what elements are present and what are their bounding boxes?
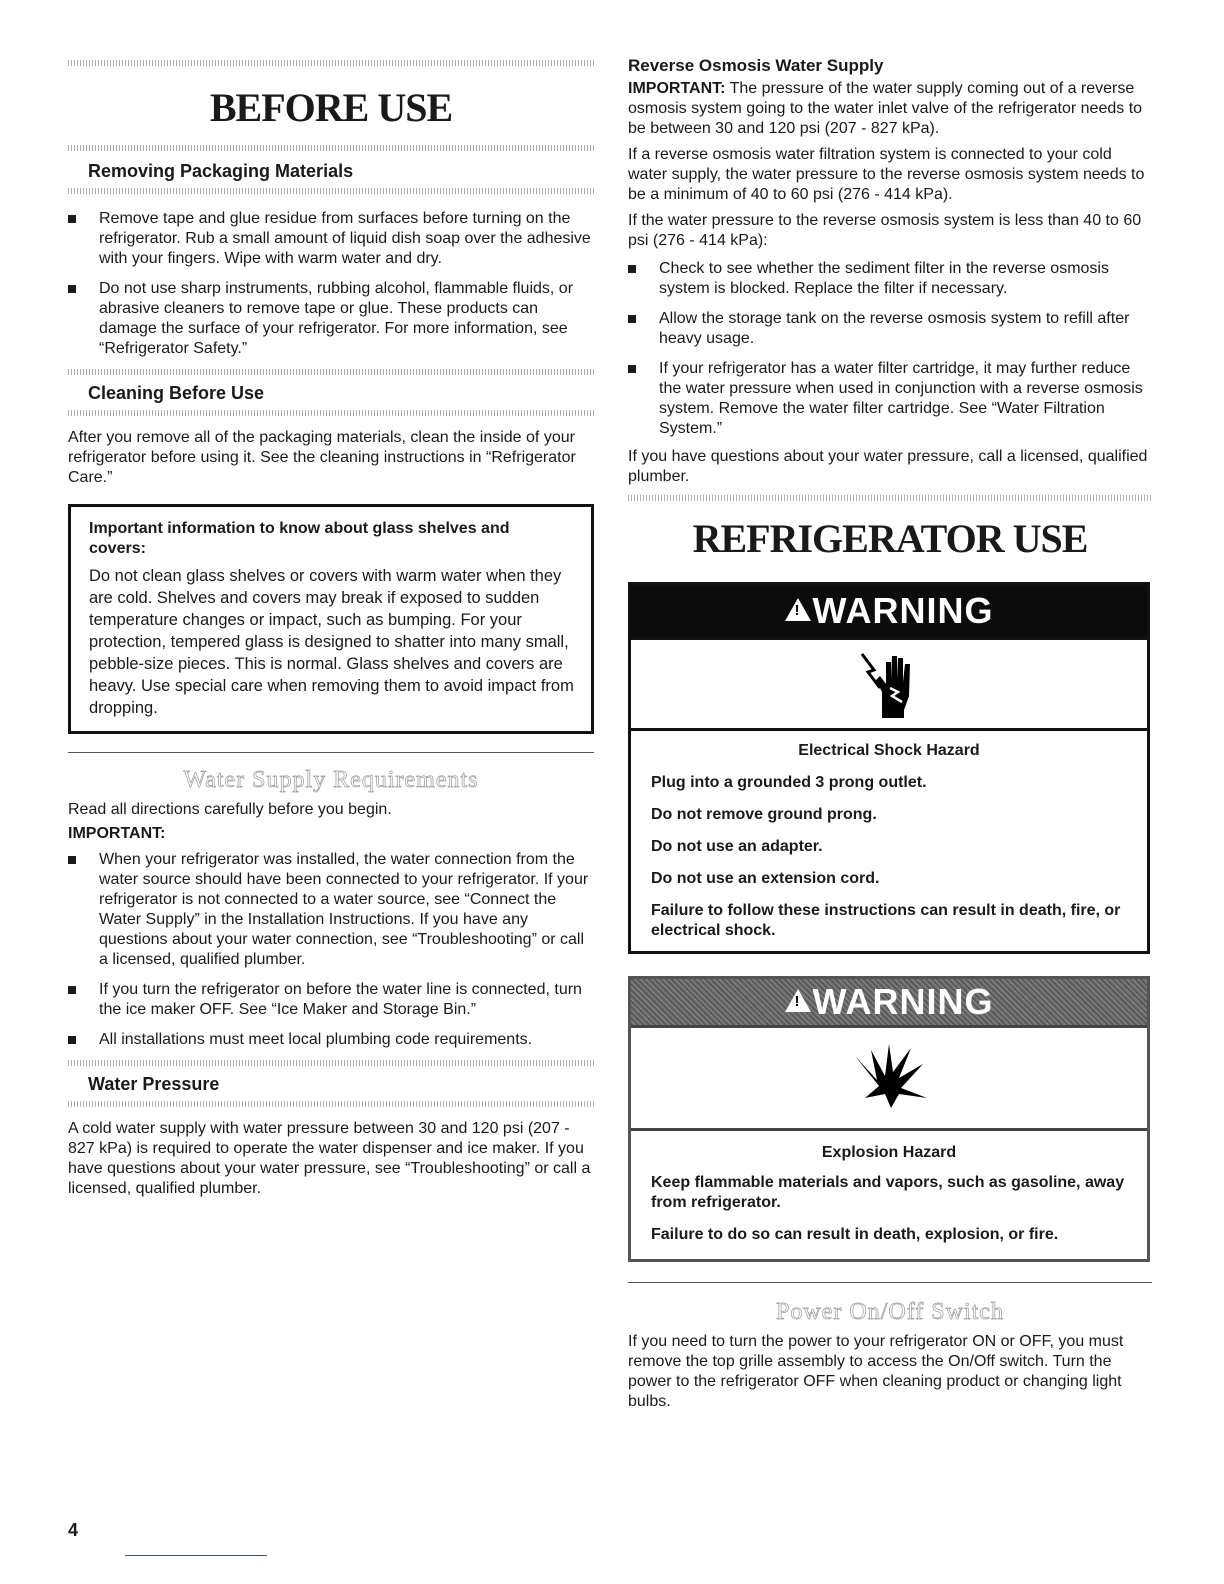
bullet-icon	[68, 1036, 76, 1044]
bullet-icon	[628, 365, 636, 373]
removing-heading: Removing Packaging Materials	[88, 161, 354, 181]
pressure-text: A cold water supply with water pressure between 30 and 120 psi (207 - 827 kPa) is required to operate the water dispenser and ice maker. If you have questions about your water pressure, see “Troubleshooting” or call a licensed, qualified plumber.	[68, 1120, 591, 1197]
warning-triangle-icon	[785, 989, 811, 1012]
bullet-icon	[68, 856, 76, 864]
glass-text: Do not clean glass shelves or covers with warm water when they are cold. Shelves and covers may break if exposed to sudden temperature changes or impact, such as bumping. For your protection, tempered glass is designed to shatter into many small, pebble-size pieces. This is normal. Glass shelves and covers are heavy. Use special care when removing them to avoid impact from dropping.	[89, 567, 574, 717]
removing-list	[68, 209, 594, 359]
power-switch-title: Power On/Off Switch	[776, 1299, 1004, 1325]
list-item: If your refrigerator has a water filter cartridge, it may further reduce the water pressure when used in conjunction with a reverse osmosis system. Remove the water filter cartridge. See “Water Filtration System.”	[628, 359, 1152, 439]
glass-heading: Important information to know about glass shelves and covers:	[89, 520, 510, 557]
important-label: IMPORTANT:	[68, 825, 166, 842]
before-use-title: BEFORE USE	[209, 85, 453, 130]
water-list	[68, 850, 594, 1050]
divider	[68, 188, 594, 194]
left-column	[68, 56, 594, 1199]
power-switch-text: If you need to turn the power to your refrigerator ON or OFF, you must remove the top grille assembly to access the On/Off switch. Turn the power to the refrigerator OFF when cleaning product or changing light bulbs.	[628, 1333, 1124, 1410]
warning-header: ! WARNING	[631, 979, 1147, 1025]
electrical-shock-icon	[631, 637, 1147, 731]
divider	[628, 495, 1152, 501]
cleaning-text: After you remove all of the packaging materials, clean the inside of your refrigerator before using it. See the cleaning instructions in “Refrigerator Care.”	[68, 429, 576, 486]
warning-line: Do not use an extension cord.	[651, 870, 880, 887]
list-item: When your refrigerator was installed, the water connection from the water source should have been connected to your refrigerator. If your refrigerator is not connected to a water source, see “Connect the Water Supply” in the Installation Instructions. If you have any questions about your water connection, see “Troubleshooting” or call a licensed, qualified plumber.	[68, 850, 594, 970]
glass-info-box	[68, 504, 594, 734]
list-item: Check to see whether the sediment filter in the reverse osmosis system is blocked. Replace the filter if necessary.	[628, 259, 1152, 299]
bullet-icon	[68, 285, 76, 293]
divider	[68, 145, 594, 151]
warning-line: Failure to do so can result in death, explosion, or fire.	[651, 1226, 1059, 1243]
warning-line: Keep flammable materials and vapors, such as gasoline, away from refrigerator.	[651, 1174, 1125, 1211]
ro-closing: If you have questions about your water pressure, call a licensed, qualified plumber.	[628, 448, 1148, 485]
warning-line: Failure to follow these instructions can result in death, fire, or electrical shock.	[651, 902, 1121, 939]
water-intro: Read all directions carefully before you begin.	[68, 801, 392, 818]
ro-heading: Reverse Osmosis Water Supply	[628, 56, 884, 75]
explosion-icon	[631, 1025, 1147, 1131]
list-item: Allow the storage tank on the reverse osmosis system to refill after heavy usage.	[628, 309, 1152, 349]
divider	[68, 60, 594, 66]
list-item: If you turn the refrigerator on before the water line is connected, turn the ice maker OFF. See “Ice Maker and Storage Bin.”	[68, 980, 594, 1020]
warning-line: Do not use an adapter.	[651, 838, 823, 855]
bullet-icon	[628, 265, 636, 273]
bullet-icon	[68, 215, 76, 223]
ro-important: IMPORTANT: The pressure of the water supply coming out of a reverse osmosis system going to the water inlet valve of the refrigerator needs to be between 30 and 120 psi (207 - 827 kPa).	[628, 80, 1143, 137]
bullet-icon	[68, 986, 76, 994]
ro-list	[628, 259, 1152, 439]
divider	[68, 1060, 594, 1066]
warning-line: Plug into a grounded 3 prong outlet.	[651, 774, 927, 791]
bullet-icon	[628, 315, 636, 323]
divider	[68, 1101, 594, 1107]
electrical-warning-text	[631, 731, 1147, 951]
warning-triangle-icon	[785, 598, 811, 621]
divider	[68, 369, 594, 375]
hazard-title: Electrical Shock Hazard	[798, 742, 980, 759]
divider	[68, 410, 594, 416]
warning-header: ! WARNING	[631, 585, 1147, 637]
hazard-title: Explosion Hazard	[821, 1144, 957, 1161]
footer-rule	[125, 1555, 267, 1556]
divider	[628, 1282, 1152, 1283]
ro-para1: If a reverse osmosis water filtration system is connected to your cold water supply, the water pressure to the reverse osmosis system needs to be a minimum of 40 to 60 psi (276 - 414 kPa).	[628, 146, 1145, 203]
right-column	[628, 56, 1152, 1412]
ro-para2: If the water pressure to the reverse osmosis system is less than 40 to 60 psi (276 - 414 kPa):	[628, 212, 1142, 249]
list-item: Remove tape and glue residue from surfaces before turning on the refrigerator. Rub a small amount of liquid dish soap over the adhesive with your fingers. Wipe with warm water and dry.	[68, 209, 594, 269]
cleaning-heading: Cleaning Before Use	[88, 383, 265, 403]
warning-line: Do not remove ground prong.	[651, 806, 877, 823]
page-number: 4	[68, 1520, 79, 1540]
refrigerator-use-title: REFRIGERATOR USE	[692, 516, 1088, 561]
divider	[68, 752, 594, 753]
list-item: All installations must meet local plumbing code requirements.	[68, 1030, 594, 1050]
explosion-warning-text	[631, 1131, 1147, 1259]
list-item: Do not use sharp instruments, rubbing alcohol, flammable fluids, or abrasive cleaners to remove tape or glue. These products can damage the surface of your refrigerator. For more information, see “Refrigerator Safety.”	[68, 279, 594, 359]
pressure-heading: Water Pressure	[88, 1074, 220, 1094]
explosion-warning-box	[628, 976, 1150, 1262]
electrical-warning-box	[628, 582, 1150, 954]
water-supply-title: Water Supply Requirements	[183, 767, 479, 793]
